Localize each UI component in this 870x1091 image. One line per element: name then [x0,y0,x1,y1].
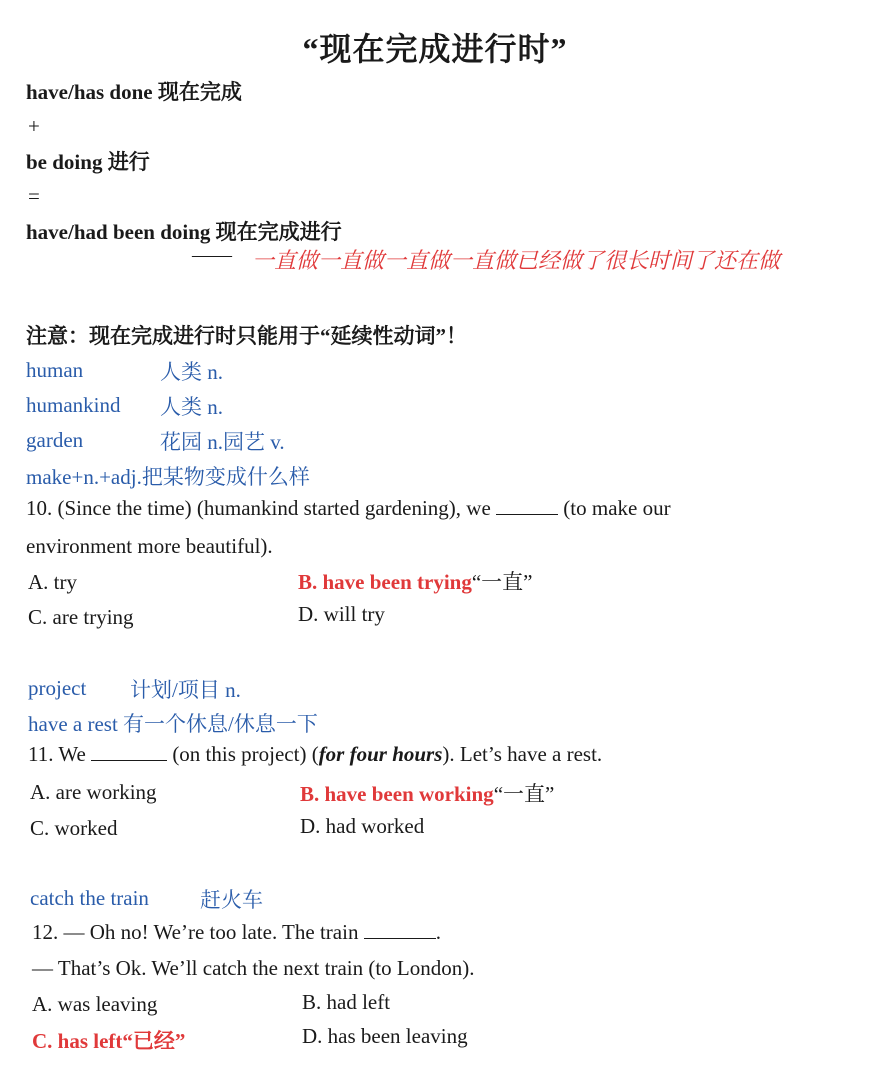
vocab-word-project: project [28,676,87,700]
question-11 [28,742,602,767]
equals-sign: = [28,184,40,208]
page-title: “现在完成进行时” [302,31,568,67]
q10-stem-end: (to make our [563,496,671,520]
vocab-word-garden: garden [26,428,84,452]
q10-option-b-text: B. have been trying [298,570,472,594]
q10-option-a: A. try [28,570,77,594]
q11-stem-start: 11. We [28,742,86,766]
q11-option-c: C. worked [30,816,118,840]
q10-option-b-note: “一直” [471,570,533,594]
vocab-phrase-make: make+n.+adj.把某物变成什么样 [26,465,310,489]
q11-emphasis: for four hours [318,742,443,766]
formula-progressive: be doing 进行 [26,150,150,174]
question-10 [26,496,671,521]
vocab-gloss-catch-train: 赶火车 [200,888,263,912]
vocab-gloss-garden: 花园 n.园艺 v. [160,430,285,454]
meaning-dash: —— [192,244,232,266]
vocab-word-human: human [26,358,84,382]
q12-option-b: B. had left [302,990,391,1014]
q11-option-a: A. are working [30,780,157,804]
q12-stem-start: 12. — Oh no! We’re too late. The train [32,920,359,944]
q11-option-b-note: “一直” [493,782,555,806]
vocab-word-humankind: humankind [26,393,121,417]
q10-option-b [298,566,533,596]
vocab-word-catch-train: catch the train [30,886,149,910]
q10-option-c: C. are trying [28,605,134,629]
formula-perfect: have/has done 现在完成 [26,80,242,104]
plus-sign: + [28,114,40,138]
vocab-gloss-project: 计划/项目 n. [130,678,241,702]
answer-blank [364,920,436,939]
formula-perfect-progressive: have/had been doing 现在完成进行 [26,220,342,244]
q11-stem-mid: (on this project) ( [172,742,319,766]
note-text: 注意：现在完成进行时只能用于“延续性动词”！ [26,324,467,348]
q10-option-d: D. will try [298,602,385,626]
q12-stem-line2: — That’s Ok. We’ll catch the next train (to London). [32,956,475,980]
vocab-phrase-rest: have a rest 有一个休息/休息一下 [28,712,318,736]
answer-blank [496,496,558,515]
q12-option-d: D. has been leaving [302,1024,468,1048]
vocab-gloss-humankind: 人类 n. [160,395,223,419]
q11-option-b-text: B. have been working [300,782,494,806]
vocab-gloss-human: 人类 n. [160,360,223,384]
q12-option-a: A. was leaving [32,992,158,1016]
meaning-text: 一直做一直做一直做一直做已经做了很长时间了还在做 [252,248,781,273]
q10-stem-start: 10. (Since the time) (humankind started gardening), we [26,496,491,520]
answer-blank [91,742,167,761]
q10-stem-line2: environment more beautiful). [26,534,273,558]
question-12 [32,920,441,945]
q12-option-c: C. has left“已经” [32,1029,186,1053]
q11-stem-end: ). Let’s have a rest. [442,742,603,766]
q11-option-d: D. had worked [300,814,425,838]
q11-option-b [300,778,554,808]
q12-stem-end: . [435,920,441,944]
